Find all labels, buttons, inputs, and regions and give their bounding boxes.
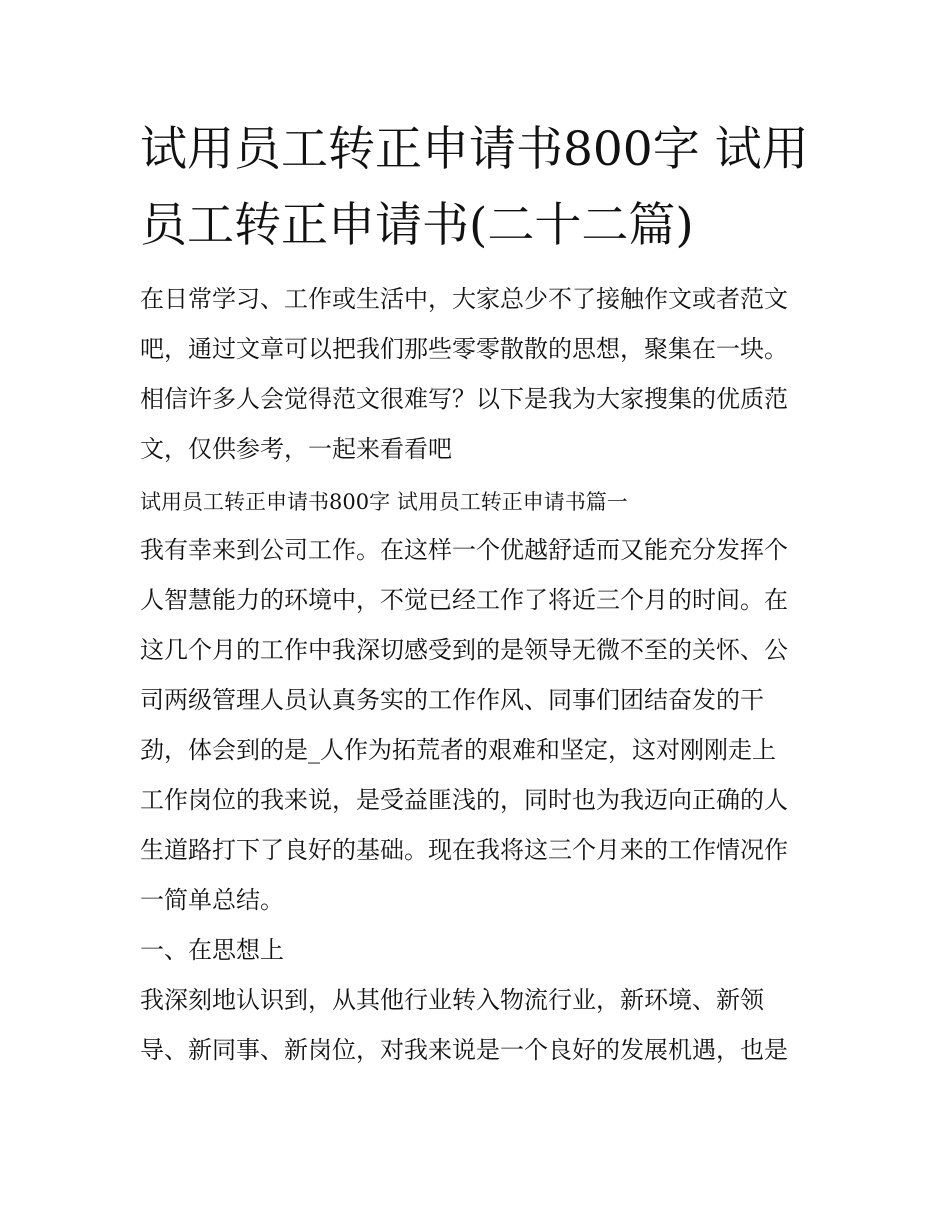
body-line: 我有幸来到公司工作。在这样一个优越舒适而又能充分发挥个 — [140, 536, 788, 564]
body-line: 司两级管理人员认真务实的工作作风、同事们团结奋发的干 — [140, 686, 764, 714]
body-line: 劲，体会到的是_人作为拓荒者的艰难和坚定，这对刚刚走上 — [140, 736, 776, 764]
body-line: 人智慧能力的环境中，不觉已经工作了将近三个月的时间。在 — [140, 586, 788, 614]
intro-line: 吧，通过文章可以把我们那些零零散散的思想，聚集在一块。 — [140, 335, 788, 363]
intro-line: 相信许多人会觉得范文很难写？以下是我为大家搜集的优质范 — [140, 385, 788, 413]
subsection-line: 导、新同事、新岗位，对我来说是一个良好的发展机遇，也是 — [140, 1036, 788, 1064]
intro-line: 在日常学习、工作或生活中，大家总少不了接触作文或者范文 — [140, 285, 788, 313]
body-line: 生道路打下了良好的基础。现在我将这三个月来的工作情况作 — [140, 836, 788, 864]
document-title: 试用员工转正申请书800字 试用员工转正申请书(二十二篇) — [140, 122, 809, 253]
intro-line: 文，仅供参考，一起来看看吧 — [140, 435, 452, 463]
subsection-line: 我深刻地认识到，从其他行业转入物流行业，新环境、新领 — [140, 986, 764, 1014]
body-line: 工作岗位的我来说，是受益匪浅的，同时也为我迈向正确的人 — [140, 786, 788, 814]
body-line: 一简单总结。 — [140, 886, 284, 914]
section-heading: 试用员工转正申请书800字 试用员工转正申请书篇一 — [140, 490, 628, 514]
body-line: 这几个月的工作中我深切感受到的是领导无微不至的关怀、公 — [140, 636, 788, 664]
subsection-heading: 一、在思想上 — [140, 936, 284, 964]
